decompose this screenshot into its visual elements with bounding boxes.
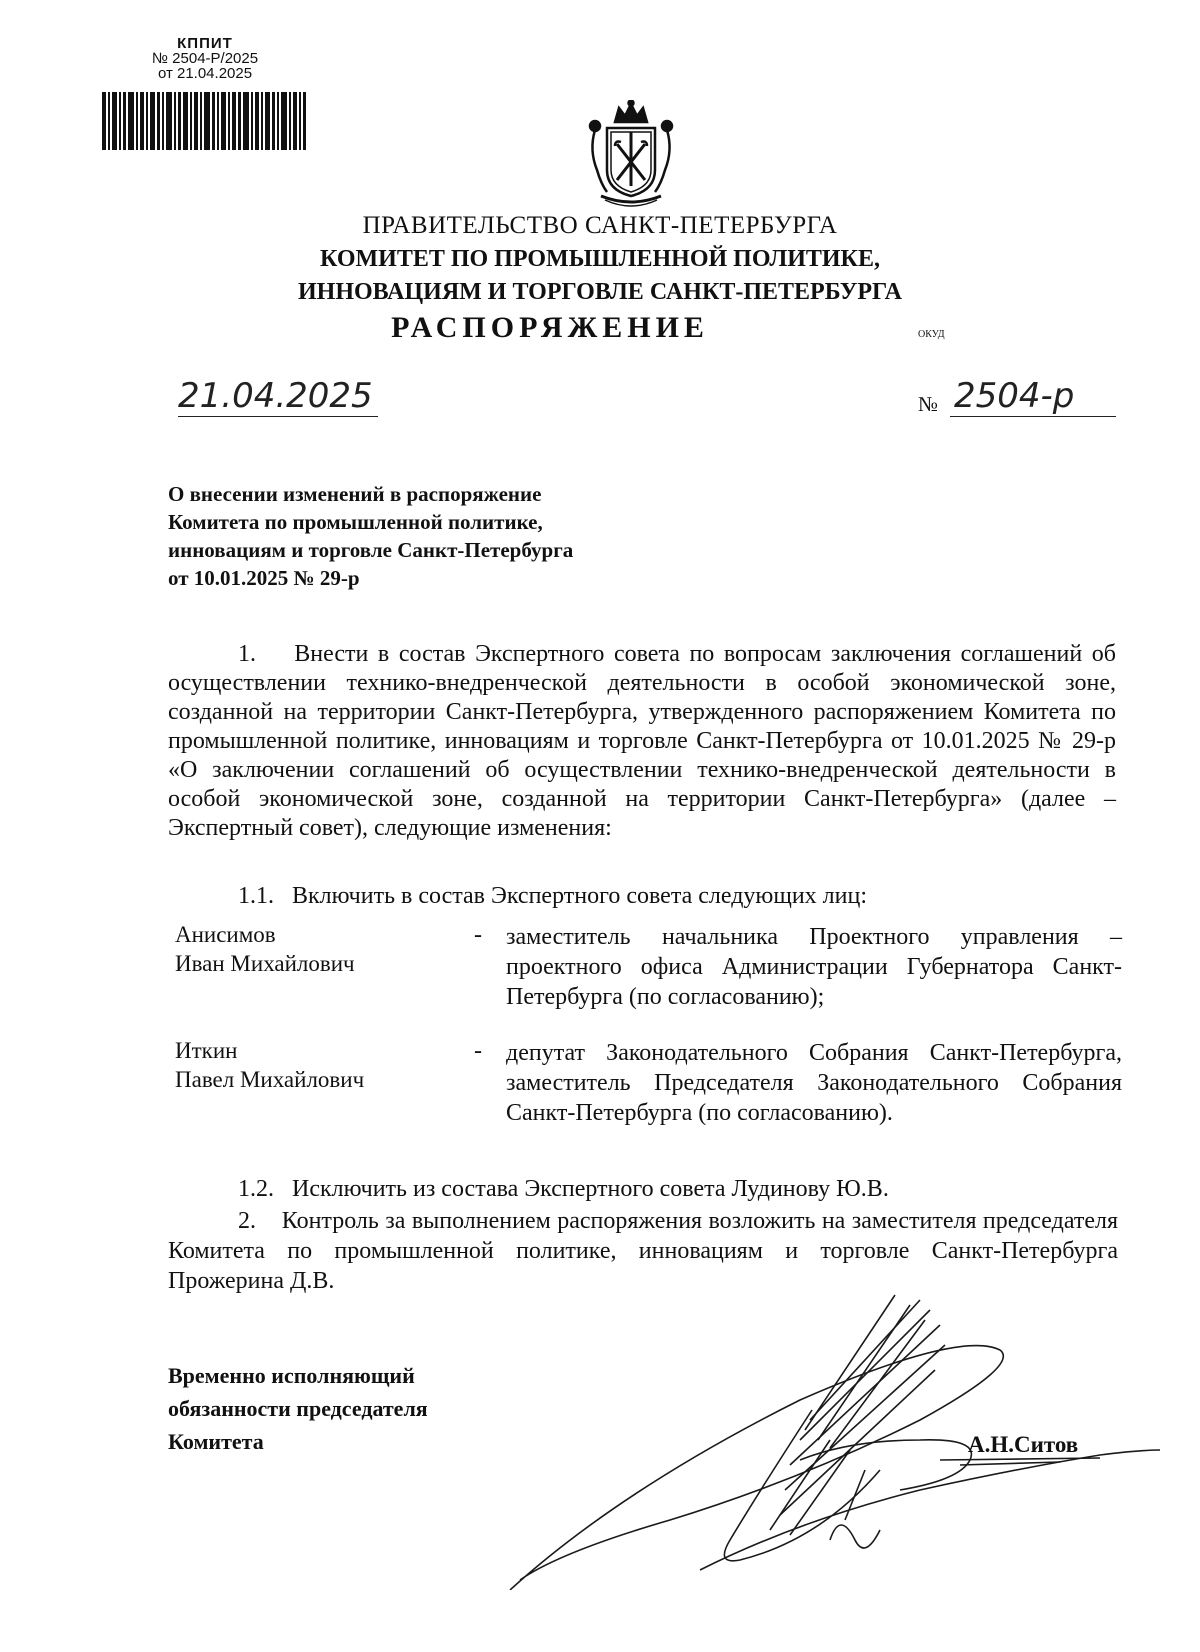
stamp-date: от 21.04.2025 [157, 65, 253, 82]
committee-name-line1: КОМИТЕТ ПО ПРОМЫШЛЕННОЙ ПОЛИТИКЕ, [320, 246, 880, 272]
government-name: ПРАВИТЕЛЬСТВО САНКТ-ПЕТЕРБУРГА [362, 212, 838, 239]
signatory-position-line: обязанности председателя [168, 1396, 428, 1421]
paragraph-2: 2. Контроль за выполнением распоряжения возложить на заместителя председателя Комитета по промышленной политике, инновациям и торговле Санкт-Петербурга Прожерина Д.В. [168, 1208, 1124, 1294]
paragraph-1-1: 1.1. Включить в состав Экспертного совета следующих лиц: [238, 883, 868, 909]
subject-line: от 10.01.2025 № 29-р [168, 566, 360, 590]
barcode-icon [102, 92, 306, 150]
number-label: № [918, 392, 939, 416]
person-role: заместитель начальника Проектного управления – проектного офиса Администрации Губернатора Санкт-Петербурга (по согласованию); [506, 924, 1122, 1010]
paragraph-1: 1. Внести в состав Экспертного совета по вопросам заключения соглашений об осуществлении технико-внедренческой деятельности в особой экономической зоне, созданной на территории Санкт-Петербурга, утвержденного распоряжением Комитета по промышленной политике, инновациям и торговле Санкт-Петербурга от 10.01.2025 № 29-р «О заключении соглашений об осуществлении технико-внедренческой деятельности в особой экономической зоне, созданной на территории Санкт-Петербурга» (далее – Экспертный совет), следующие изменения: [168, 641, 1122, 841]
subject-line: О внесении изменений в распоряжение [168, 482, 542, 506]
subject-line: инновациям и торговле Санкт-Петербурга [168, 538, 574, 562]
person-surname: Анисимов [175, 922, 276, 947]
person-role: депутат Законодательного Собрания Санкт-Петербурга, заместитель Председателя Законодательного Собрания Санкт-Петербурга (по согласованию). [506, 1040, 1122, 1126]
signatory-position-line: Временно исполняющий [168, 1363, 415, 1388]
person-name [175, 1036, 364, 1094]
document-number: 2504-р [950, 376, 1116, 417]
person-surname: Иткин [175, 1038, 238, 1063]
person-dash: - [474, 922, 482, 948]
signatory-position [168, 1359, 528, 1458]
person-given-names: Павел Михайлович [175, 1067, 365, 1092]
document-subject [168, 480, 728, 592]
document-type-title: РАСПОРЯЖЕНИЕ [391, 311, 709, 344]
subject-line: Комитета по промышленной политике, [168, 510, 543, 534]
signatory-position-line: Комитета [168, 1429, 264, 1454]
person-dash: - [474, 1038, 482, 1064]
person-name [175, 920, 355, 978]
registration-stamp [100, 36, 310, 81]
stamp-number: № 2504-Р/2025 [151, 50, 259, 67]
stamp-code: КППИТ [177, 35, 233, 52]
paragraph-1-2: 1.2. Исключить из состава Экспертного совета Лудинову Ю.В. [238, 1176, 889, 1202]
document-date: 21.04.2025 [178, 376, 378, 417]
signatory-name: А.Н.Ситов [968, 1432, 1079, 1457]
coat-of-arms-icon [585, 100, 677, 208]
committee-name-line2: ИННОВАЦИЯМ И ТОРГОВЛЕ САНКТ-ПЕТЕРБУРГА [297, 279, 902, 305]
okud-label: ОКУД [918, 329, 945, 340]
person-given-names: Иван Михайлович [175, 951, 355, 976]
